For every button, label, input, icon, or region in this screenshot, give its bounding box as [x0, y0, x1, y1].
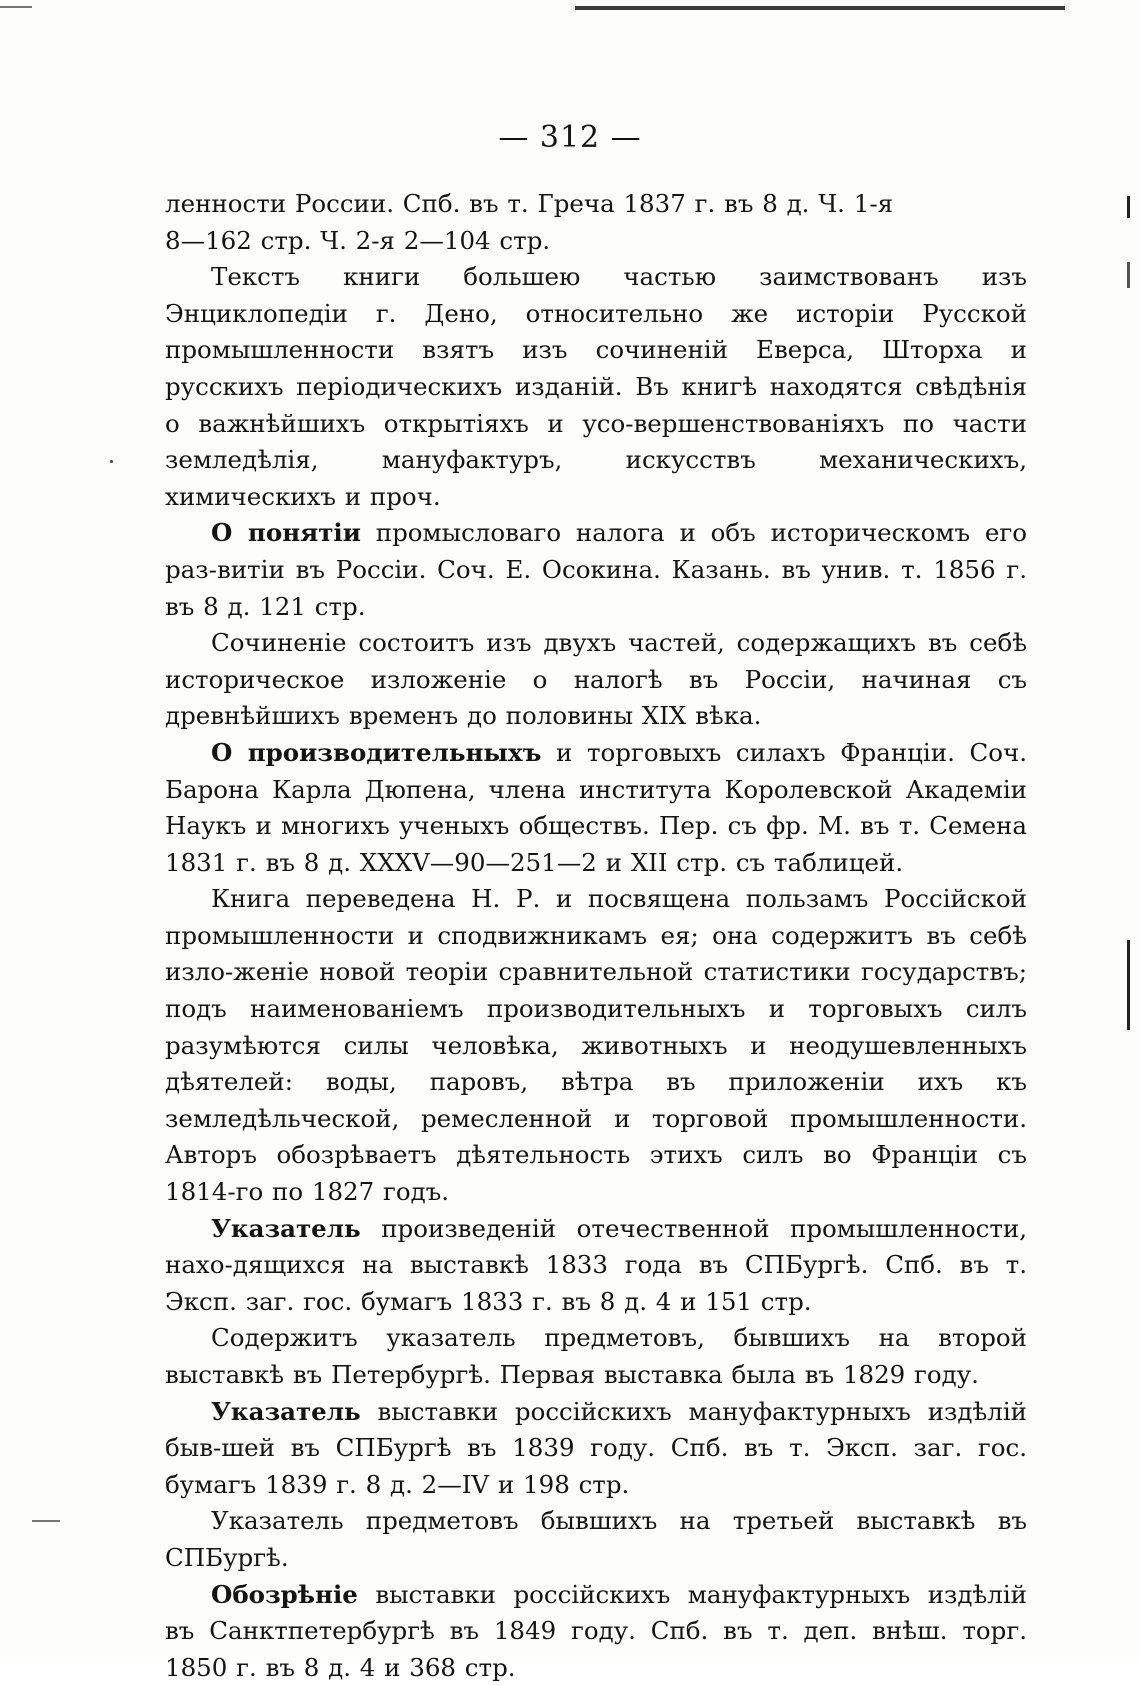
text-line: въ 8 д. XXXV—90—251—2 и XII стр. съ таблицей. [265, 847, 904, 877]
scan-artifact-right-mark-2 [1127, 262, 1130, 288]
text-line: временъ до половины XIX вѣка. [348, 701, 762, 731]
text-line: изъ сочиненiй Еверса, Шторха и русскихъ перiодическихъ изданiй. [165, 335, 1027, 401]
text-line: г. Дено, относительно же исторiи Русской промышленности взятъ [165, 298, 1027, 365]
text-line: Сочиненiе состоитъ изъ двухъ частей, содержащихъ въ себѣ [211, 628, 1027, 658]
text-line: Книга переведена Н. Р. и посвящена пользамъ Россiйской [211, 884, 1027, 914]
text-line: ленности России. Спб. въ т. Греча 1837 г. въ 8 д. Ч. 1-я [165, 189, 894, 218]
text-line: заг. гос. бумагъ 1833 г. въ 8 д. 4 и 151 стр. [245, 1286, 812, 1316]
text-line: промысловаго налога и объ историческомъ его раз- [165, 518, 1027, 584]
text-line: шей въ СПБургѣ въ 1839 году. Спб. въ т. Эксп. заг. гос. бумагъ [165, 1433, 1027, 1499]
text-line: механическихъ, химическихъ и проч. [165, 445, 1027, 511]
paragraph-4 [165, 625, 1027, 735]
text-line: Содержитъ указатель предметовъ, бывшихъ на второй выставкѣ [165, 1323, 1027, 1389]
text-line: Текстъ книги большею частью заимствованъ изъ Энциклопедiи [165, 262, 1027, 328]
paragraph-9 [165, 1394, 1027, 1504]
text-line: силы человѣка, животныхъ и неодушевленныхъ дѣятелей: воды, [165, 1030, 1027, 1097]
text-line: 1839 г. 8 д. 2—IV и 198 стр. [265, 1469, 630, 1499]
paragraph-1 [165, 186, 1027, 259]
text-line: этихъ силъ во Францiи съ 1814-го по 1827 годъ. [165, 1140, 1027, 1207]
text-line: Санктпетербургѣ въ 1849 году. Спб. въ т. деп. внѣш. торг. 1850 г. [165, 1616, 1027, 1682]
scan-artifact-right-mark-3 [1127, 940, 1130, 1030]
entry-title: О производительныхъ [211, 737, 542, 767]
text-line: въ Петербургѣ. Первая выставка была въ 1829 году. [292, 1360, 979, 1389]
text-line: вершенствованiяхъ по части земледѣлiя, мануфактуръ, искусствъ [165, 408, 1027, 475]
text-line: въ 8 д. 121 стр. [165, 591, 366, 621]
text-line: историческое изложенiе о налогѣ въ Россiи, начиная съ древнѣйшихъ [165, 664, 1027, 731]
text-line: Указатель предметовъ бывшихъ на третьей выставкѣ въ СПБургѣ. [165, 1506, 1027, 1572]
text-line: наименованiемъ производительныхъ и торговыхъ силъ разумѣются [165, 994, 1027, 1060]
text-line: промышленности и сподвижникамъ ея; она содержитъ въ себѣ изло- [165, 920, 1027, 987]
text-line: Въ книгѣ находятся свѣдѣнiя о важнѣйшихъ открытiяхъ и усо- [165, 371, 1027, 438]
text-line: выставки россiйскихъ мануфактурныхъ издѣлiй быв- [165, 1396, 1027, 1463]
text-line: витiи въ Россiи. Соч. Е. Осокина. Казань. въ унив. т. 1856 г. [216, 554, 1027, 584]
paragraph-6 [165, 881, 1027, 1210]
entry-title: Обозрѣнiе [211, 1579, 358, 1609]
entry-title: О понятiи [211, 518, 361, 548]
text-line: Карла Дюпена, члена института Королевской Академiи Наукъ и [165, 774, 1027, 841]
paragraph-11 [165, 1577, 1027, 1686]
paragraph-7 [165, 1211, 1027, 1321]
scan-artifact-left-dash [32, 1520, 60, 1522]
entry-title: Указатель [211, 1396, 361, 1426]
text-line: и торговыхъ силахъ Францiи. Соч. Барона [165, 737, 1027, 804]
paragraph-8 [165, 1320, 1027, 1393]
text-line: и торговой промышленности. Авторъ обозрѣваетъ дѣятельность [165, 1103, 1027, 1170]
text-line: 8—162 стр. Ч. 2-я 2—104 стр. [165, 225, 551, 255]
paragraph-5 [165, 735, 1027, 881]
text-line: въ 8 д. 4 и 368 стр. [265, 1652, 516, 1682]
text-line: дящихся на выставкѣ 1833 года въ СПБургѣ. Спб. въ т. Эксп. [165, 1250, 1027, 1316]
text-line: многихъ ученыхъ обществъ. Пер. съ фр. М. въ т. Семена 1831 г. [165, 811, 1027, 877]
entry-title: Указатель [211, 1213, 361, 1243]
text-line: паровъ, вѣтра въ приложенiи ихъ къ земледѣльческой, ремесленной [165, 1067, 1027, 1133]
paragraph-2 [165, 259, 1027, 515]
text-line: произведенiй отечественной промышленности, нахо- [165, 1213, 1027, 1280]
body-text [165, 186, 1027, 1686]
text-line: женiе новой теорiи сравнительной статистики государствъ; подъ [165, 957, 1027, 1024]
paragraph-10 [165, 1503, 1027, 1576]
scan-artifact-right-mark-1 [1127, 196, 1130, 218]
scan-artifact-left-dot-1 [110, 460, 113, 463]
scan-artifact-top-bar [575, 6, 1065, 10]
scan-artifact-top-left [0, 6, 32, 8]
page-number: — 312 — [498, 120, 642, 155]
text-line: выставки россiйскихъ мануфактурныхъ издѣлiй въ [165, 1579, 1027, 1646]
paragraph-3 [165, 515, 1027, 625]
